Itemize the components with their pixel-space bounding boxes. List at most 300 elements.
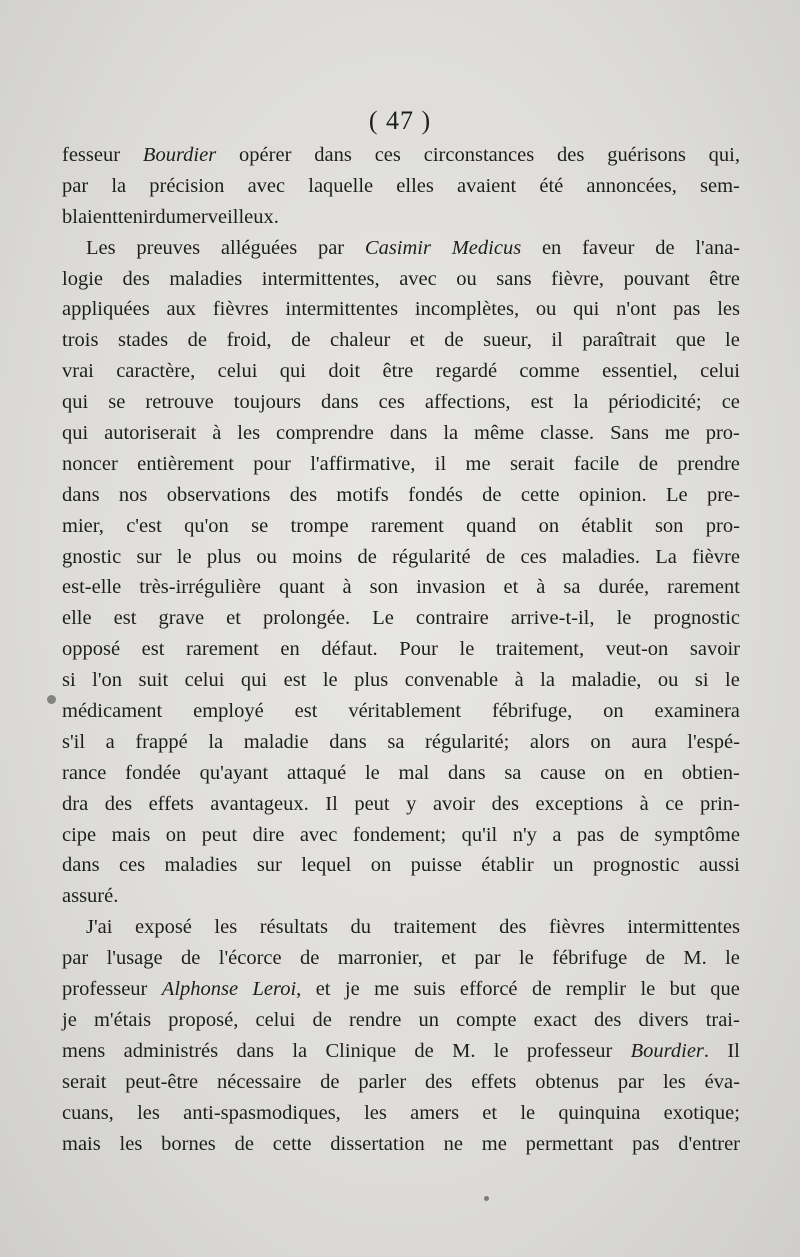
word: Leroi bbox=[252, 978, 297, 1001]
word: convenable bbox=[404, 669, 499, 692]
word: les bbox=[137, 1101, 160, 1124]
ink-spot bbox=[484, 1196, 489, 1201]
word: Bourdier bbox=[630, 1039, 704, 1062]
word: stades bbox=[118, 329, 169, 352]
word: le bbox=[725, 329, 740, 352]
word: le bbox=[725, 669, 740, 692]
word: autoriserait bbox=[104, 422, 197, 445]
word: si bbox=[62, 669, 76, 692]
word: et bbox=[409, 329, 425, 352]
text-line bbox=[62, 634, 740, 665]
word: obtenus bbox=[535, 1070, 600, 1093]
word: l'ana- bbox=[695, 236, 740, 259]
word: en bbox=[541, 236, 562, 259]
word: maladies. bbox=[562, 545, 640, 568]
word: ces bbox=[374, 144, 401, 166]
word: qui bbox=[62, 422, 89, 445]
word: de bbox=[357, 545, 377, 568]
word: à bbox=[514, 669, 524, 692]
word: est bbox=[294, 700, 318, 723]
word: paraîtrait bbox=[582, 329, 657, 352]
word: le bbox=[725, 947, 740, 970]
word: mens bbox=[62, 1039, 106, 1062]
word: me bbox=[374, 978, 400, 1001]
word: attaqué bbox=[287, 761, 347, 784]
page-number: ( 47 ) bbox=[368, 106, 432, 135]
word: m'étais bbox=[93, 1008, 152, 1031]
text-line bbox=[62, 140, 740, 171]
word: la bbox=[443, 422, 459, 445]
word: maladies bbox=[169, 267, 243, 290]
word: permettant bbox=[525, 1132, 614, 1155]
word: retrouve bbox=[145, 391, 214, 414]
word: but bbox=[669, 978, 696, 1001]
word: pas bbox=[632, 1132, 660, 1155]
word: qui bbox=[62, 391, 89, 414]
word: par bbox=[317, 236, 345, 259]
word: motifs bbox=[336, 483, 389, 506]
word: opérer bbox=[239, 144, 292, 166]
word: trai- bbox=[705, 1008, 740, 1031]
word: le bbox=[520, 1101, 536, 1124]
word: vrai bbox=[62, 360, 94, 383]
word: essentiel, bbox=[602, 360, 678, 383]
word: sa bbox=[563, 576, 581, 599]
word: observations bbox=[166, 483, 271, 506]
word: les bbox=[662, 1070, 686, 1093]
word: maladies bbox=[164, 854, 238, 877]
word: à bbox=[639, 792, 649, 815]
word: des bbox=[104, 792, 133, 815]
word: fièvres bbox=[548, 916, 605, 939]
word: peut bbox=[354, 792, 390, 815]
word: le bbox=[322, 669, 338, 692]
word: frappé bbox=[135, 730, 188, 753]
word: les bbox=[717, 298, 740, 321]
word: se bbox=[251, 514, 269, 537]
word: pour bbox=[253, 452, 291, 475]
word: avec bbox=[247, 174, 286, 197]
word: être bbox=[382, 360, 414, 383]
word: de bbox=[619, 823, 640, 846]
word: exposé bbox=[134, 916, 192, 939]
word: de bbox=[300, 947, 320, 970]
word: de bbox=[320, 1070, 340, 1093]
word: pouvant bbox=[623, 267, 690, 290]
word: regardé bbox=[435, 360, 498, 383]
word: tenir bbox=[117, 205, 156, 228]
word: entièrement bbox=[137, 452, 234, 475]
word: on bbox=[370, 854, 392, 877]
text-line bbox=[62, 696, 740, 727]
word: opinion. bbox=[578, 483, 647, 506]
word: le bbox=[616, 607, 632, 630]
word: y bbox=[406, 792, 417, 815]
word: Clinique bbox=[325, 1039, 397, 1062]
word: rarement bbox=[185, 638, 259, 661]
text-line bbox=[62, 171, 740, 202]
word: médicament bbox=[62, 700, 163, 723]
word: des bbox=[289, 483, 318, 506]
word: les bbox=[364, 1101, 387, 1124]
word: de bbox=[485, 545, 506, 568]
word: compte bbox=[456, 1008, 517, 1031]
word: par bbox=[62, 947, 89, 970]
word: exotique; bbox=[663, 1101, 740, 1124]
word: est-elle bbox=[62, 576, 122, 599]
text-line bbox=[62, 912, 740, 943]
word: le bbox=[518, 947, 534, 970]
word: il bbox=[551, 329, 563, 352]
word: défaut. bbox=[321, 638, 378, 661]
word: fièvre, bbox=[551, 267, 605, 290]
word: dans bbox=[448, 761, 486, 784]
word: je bbox=[62, 1008, 77, 1031]
word: qu'on bbox=[184, 514, 229, 537]
word: le bbox=[364, 761, 380, 784]
word: peut bbox=[201, 823, 238, 846]
word: précision bbox=[149, 174, 225, 197]
text-line bbox=[62, 1005, 740, 1036]
word: nécessaire bbox=[217, 1070, 302, 1093]
word: trompe bbox=[290, 514, 349, 537]
word: amers bbox=[410, 1101, 460, 1124]
word: qu'il bbox=[461, 823, 498, 846]
text-line bbox=[62, 325, 740, 356]
word: trois bbox=[62, 329, 99, 352]
text-line bbox=[62, 1098, 740, 1129]
word: celui bbox=[255, 1008, 296, 1031]
word: est bbox=[141, 638, 165, 661]
word: par bbox=[617, 1070, 645, 1093]
word: exact bbox=[533, 1008, 577, 1031]
word: du bbox=[350, 916, 372, 939]
word: est bbox=[530, 391, 554, 414]
word: me bbox=[481, 1132, 507, 1155]
word: parler bbox=[358, 1070, 407, 1093]
word: ce bbox=[665, 792, 684, 815]
word: cette bbox=[272, 1132, 312, 1155]
word: de bbox=[187, 329, 208, 352]
text-line bbox=[62, 418, 740, 449]
word: guérisons bbox=[607, 144, 686, 166]
word: rarement bbox=[667, 576, 740, 599]
word: cuans, bbox=[62, 1101, 114, 1124]
ink-spot bbox=[47, 695, 56, 704]
word: que bbox=[675, 329, 706, 352]
word: on bbox=[590, 730, 611, 753]
word: pro- bbox=[705, 422, 740, 445]
word: et bbox=[226, 607, 241, 630]
word: rarement bbox=[370, 514, 444, 537]
text-line bbox=[62, 387, 740, 418]
word: comprendre bbox=[276, 422, 374, 445]
word: intermittentes, bbox=[261, 267, 380, 290]
text-line bbox=[62, 1129, 740, 1160]
word: circonstances bbox=[423, 144, 535, 166]
word: il bbox=[434, 452, 447, 475]
word: n'ont bbox=[616, 298, 657, 321]
word: sa bbox=[504, 761, 522, 784]
word: la bbox=[292, 1039, 308, 1062]
word: établir bbox=[481, 854, 534, 877]
word: le bbox=[176, 545, 192, 568]
word: sans bbox=[496, 267, 532, 290]
word: moins bbox=[292, 545, 343, 568]
word: très-irrégulière bbox=[139, 576, 261, 599]
word: mal bbox=[398, 761, 430, 784]
word: qui bbox=[573, 298, 600, 321]
word: fébrifuge, bbox=[491, 700, 573, 723]
word: suis bbox=[413, 978, 446, 1001]
word: et bbox=[441, 947, 457, 970]
word: l'affirmative, bbox=[310, 452, 416, 475]
word: l'écorce bbox=[218, 947, 282, 970]
word: sur bbox=[256, 854, 282, 877]
text-line bbox=[62, 850, 740, 881]
word: puisse bbox=[410, 854, 462, 877]
word: prendre bbox=[677, 452, 740, 475]
word: de bbox=[638, 452, 658, 475]
word: aura bbox=[631, 730, 667, 753]
text-line bbox=[62, 572, 740, 603]
word: Il bbox=[727, 1039, 740, 1062]
word: traitement bbox=[393, 916, 477, 939]
word: laquelle bbox=[308, 174, 374, 197]
word: ou bbox=[256, 545, 277, 568]
word: ou bbox=[456, 267, 477, 290]
word: rance bbox=[62, 761, 107, 784]
word: remplir bbox=[565, 978, 627, 1001]
word: mais bbox=[62, 1132, 101, 1155]
word: effets bbox=[148, 792, 194, 815]
text-line bbox=[62, 820, 740, 851]
word: quand bbox=[466, 514, 517, 537]
word: merveilleux. bbox=[175, 205, 279, 228]
word: d'entrer bbox=[678, 1132, 740, 1155]
word: J'ai bbox=[86, 916, 113, 939]
word: opposé bbox=[62, 638, 121, 661]
word: fondement; bbox=[352, 823, 447, 846]
text-line bbox=[62, 1036, 740, 1067]
word: de bbox=[645, 947, 665, 970]
word: dans bbox=[236, 1039, 275, 1062]
word: fondés bbox=[408, 483, 463, 506]
word: éva- bbox=[704, 1070, 740, 1093]
word: celui bbox=[184, 669, 225, 692]
word: caractère, bbox=[116, 360, 196, 383]
word: on bbox=[603, 700, 624, 723]
word: intermittentes bbox=[285, 298, 399, 321]
text-line bbox=[62, 881, 740, 912]
word: ces bbox=[520, 545, 547, 568]
word: s'il bbox=[62, 730, 86, 753]
word: c'est bbox=[126, 514, 162, 537]
word: si bbox=[694, 669, 709, 692]
word: divers bbox=[638, 1008, 689, 1031]
word: régularité bbox=[392, 545, 471, 568]
word: administrés bbox=[123, 1039, 219, 1062]
word: toujours bbox=[233, 391, 301, 414]
word: dra bbox=[62, 792, 89, 815]
word: un bbox=[418, 1008, 439, 1031]
word: la bbox=[573, 391, 589, 414]
word: le bbox=[640, 978, 656, 1001]
word: est bbox=[113, 607, 137, 630]
word: lequel bbox=[301, 854, 352, 877]
word: fièvres bbox=[212, 298, 269, 321]
word: suit bbox=[138, 669, 169, 692]
word: les bbox=[237, 422, 261, 445]
text-line bbox=[62, 665, 740, 696]
word: de bbox=[444, 329, 464, 352]
word: de bbox=[482, 483, 502, 506]
word: veut-on bbox=[605, 638, 669, 661]
word: bornes bbox=[161, 1132, 216, 1155]
word: celui bbox=[217, 360, 258, 383]
word: prognostic bbox=[592, 854, 680, 877]
word: résultats bbox=[259, 916, 329, 939]
word: durée, bbox=[598, 576, 650, 599]
word: la bbox=[540, 669, 555, 692]
word: on bbox=[165, 823, 187, 846]
word: ou bbox=[535, 298, 557, 321]
word: sur bbox=[136, 545, 162, 568]
word: quant bbox=[278, 576, 325, 599]
word: mier, bbox=[62, 514, 104, 537]
word: maladie bbox=[243, 730, 309, 753]
word: plus bbox=[354, 669, 389, 692]
word: dans bbox=[389, 422, 428, 445]
word: serait bbox=[509, 452, 555, 475]
word: Leroi, bbox=[253, 974, 302, 1005]
text-line bbox=[62, 1067, 740, 1098]
word: est bbox=[283, 669, 307, 692]
word: on bbox=[538, 514, 560, 537]
word: dissertation bbox=[330, 1132, 425, 1155]
word: intermittentes bbox=[627, 916, 740, 939]
word: anti-spasmodiques, bbox=[183, 1101, 341, 1124]
word: cipe bbox=[62, 823, 97, 846]
word: qu'ayant bbox=[199, 761, 269, 784]
text-line bbox=[62, 789, 740, 820]
word: comme bbox=[519, 360, 580, 383]
word: invasion bbox=[416, 576, 486, 599]
word: peut-être bbox=[125, 1070, 199, 1093]
word: pre- bbox=[706, 483, 740, 506]
word: en bbox=[643, 761, 664, 784]
word: à bbox=[212, 422, 222, 445]
word: savoir bbox=[689, 638, 740, 661]
word: par bbox=[474, 947, 501, 970]
text-line bbox=[62, 511, 740, 542]
word: des bbox=[499, 916, 527, 939]
word: par bbox=[62, 174, 89, 197]
word: exceptions bbox=[535, 792, 624, 815]
word: qui, bbox=[708, 144, 740, 166]
word: M. bbox=[683, 947, 707, 970]
word: qui bbox=[240, 669, 268, 692]
word: a bbox=[105, 730, 115, 753]
word: logie bbox=[62, 267, 103, 290]
word: M. bbox=[452, 1039, 476, 1062]
word: des bbox=[557, 144, 585, 166]
word: noncer bbox=[62, 452, 118, 475]
word: des bbox=[593, 1008, 622, 1031]
word: cette bbox=[520, 483, 560, 506]
word: ne bbox=[443, 1132, 463, 1155]
word: été bbox=[539, 174, 564, 197]
word: fièvre bbox=[692, 545, 740, 568]
word: le bbox=[459, 638, 475, 661]
word: avantageux. bbox=[210, 792, 309, 815]
word: professeur bbox=[526, 1039, 613, 1062]
word: examinera bbox=[654, 700, 740, 723]
word: un bbox=[553, 854, 574, 877]
word: les bbox=[119, 1132, 143, 1155]
word: fébrifuge bbox=[552, 947, 628, 970]
word: ce bbox=[721, 391, 740, 414]
word: régularité; bbox=[425, 730, 510, 753]
text-line bbox=[62, 603, 740, 634]
word: celui bbox=[700, 360, 740, 383]
word: sem- bbox=[700, 174, 740, 197]
word: Les bbox=[86, 236, 116, 259]
word: avec bbox=[299, 823, 338, 846]
word: a bbox=[552, 823, 562, 846]
word: de bbox=[234, 1132, 254, 1155]
word: de bbox=[312, 1008, 332, 1031]
word: et bbox=[482, 1101, 498, 1124]
word: sueur, bbox=[483, 329, 532, 352]
word: ou bbox=[657, 669, 679, 692]
word: contraire bbox=[415, 607, 489, 630]
word: me bbox=[465, 452, 491, 475]
word: doit bbox=[328, 360, 361, 383]
word: effets bbox=[471, 1070, 517, 1093]
word: arrive-t-il, bbox=[510, 607, 595, 630]
word: Casimir bbox=[364, 236, 431, 259]
word: à bbox=[342, 576, 352, 599]
word: pas bbox=[576, 823, 605, 846]
word: aussi bbox=[698, 854, 740, 877]
text-line bbox=[62, 974, 740, 1005]
word: fesseur bbox=[62, 144, 121, 166]
word: La bbox=[655, 545, 677, 568]
word: plus bbox=[206, 545, 242, 568]
word: annoncées, bbox=[586, 174, 677, 197]
word: blaient bbox=[62, 205, 118, 228]
text-line bbox=[62, 727, 740, 758]
word: affections, bbox=[424, 391, 511, 414]
word: établit bbox=[581, 514, 633, 537]
word: dans bbox=[329, 730, 367, 753]
word: dire bbox=[252, 823, 285, 846]
word: on bbox=[604, 761, 625, 784]
word: elle bbox=[62, 607, 92, 630]
word: rendre bbox=[348, 1008, 402, 1031]
word: preuves bbox=[136, 236, 201, 259]
text-line bbox=[62, 294, 740, 325]
word: mais bbox=[111, 823, 151, 846]
word: même bbox=[474, 422, 525, 445]
word: symptôme bbox=[654, 823, 740, 846]
text-line bbox=[62, 449, 740, 480]
word: pro- bbox=[705, 514, 740, 537]
word: avoir bbox=[432, 792, 476, 815]
word: être bbox=[709, 267, 740, 290]
word: efforcé bbox=[459, 978, 518, 1001]
